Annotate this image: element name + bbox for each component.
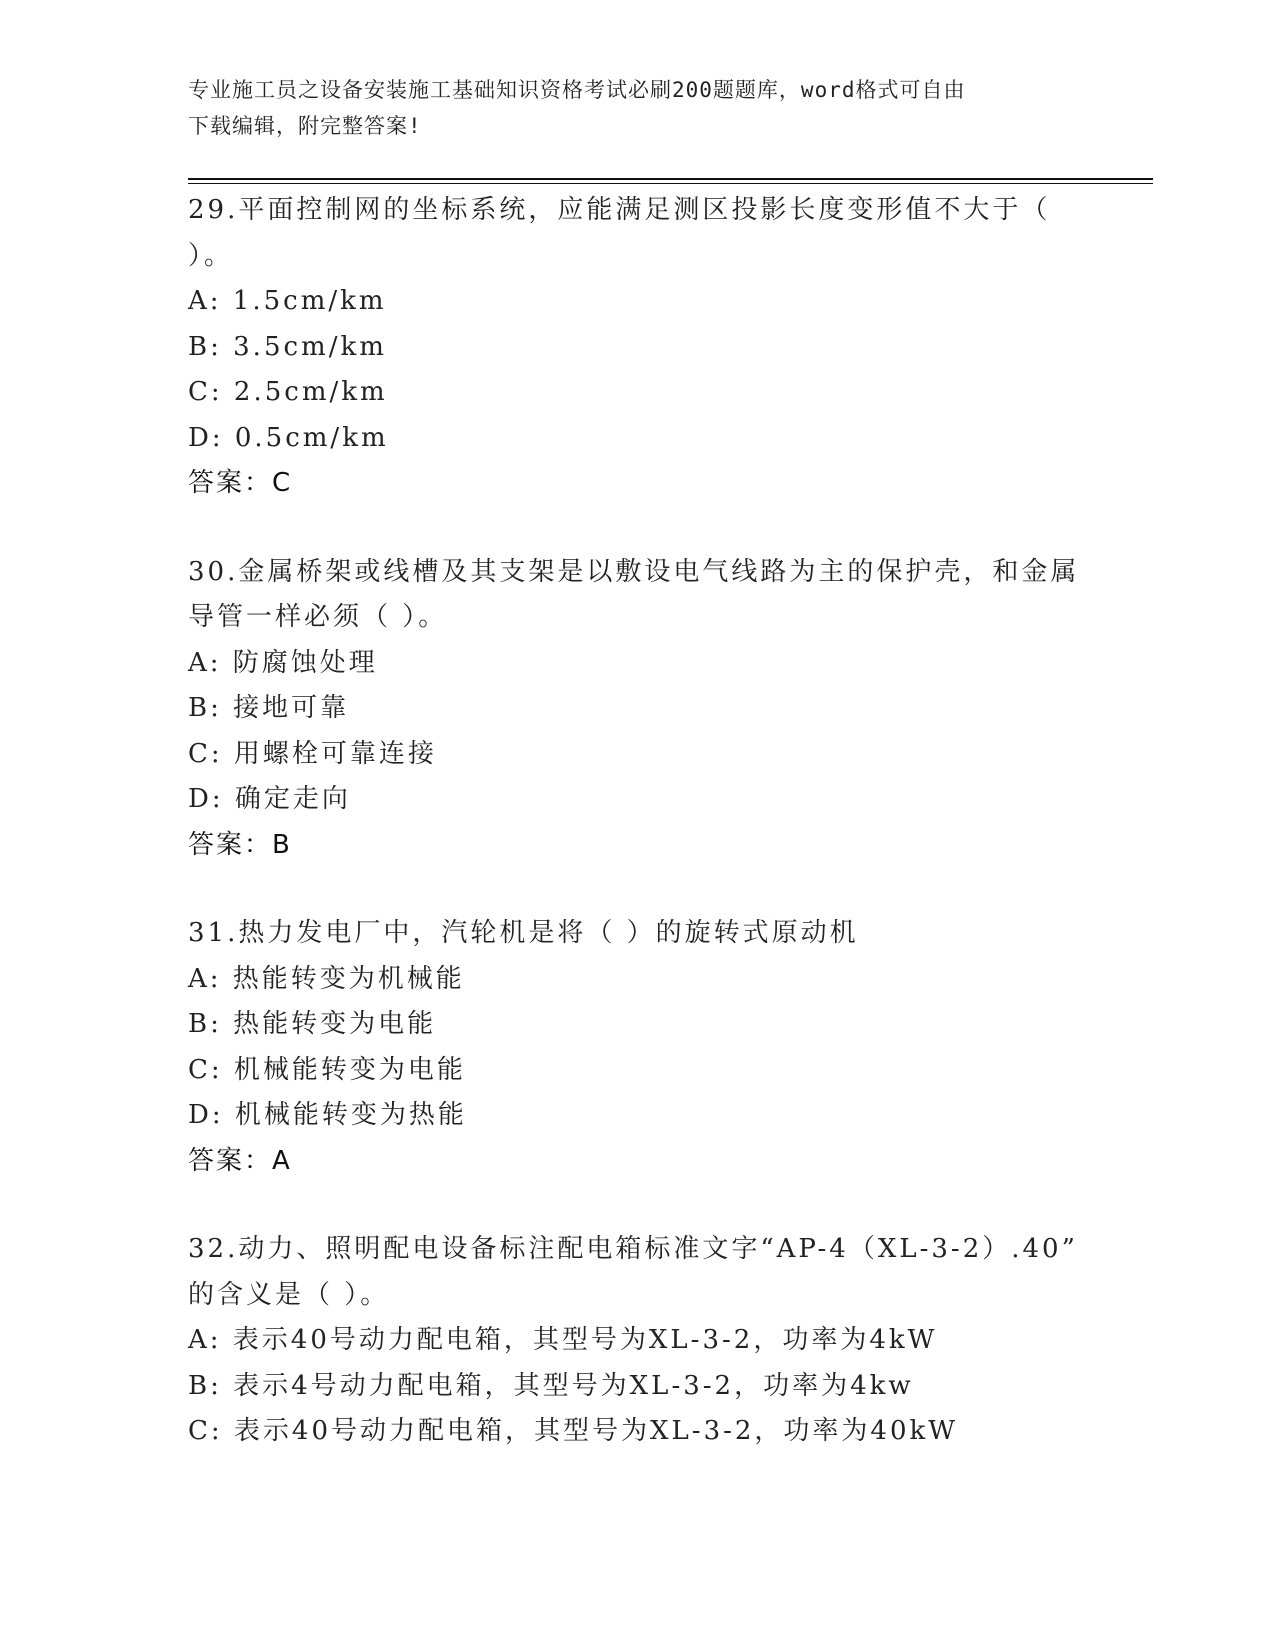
- question-stem-line: 29.平面控制网的坐标系统，应能满足测区投影长度变形值不大于（: [188, 195, 1051, 225]
- question-30: [188, 550, 1088, 869]
- option-a: A: 热能转变为机械能: [188, 963, 465, 994]
- question-stem-line: 32.动力、照明配电设备标注配电箱标准文字“AP-4（XL-3-2）.40”: [188, 1234, 1078, 1264]
- option-c: C: 用螺栓可靠连接: [188, 738, 437, 769]
- question-stem-line: 30.金属桥架或线槽及其支架是以敷设电气线路为主的保护壳，和金属: [188, 556, 1080, 587]
- answer-label: 答案：A: [188, 1145, 292, 1176]
- option-a: A: 表示40号动力配电箱，其型号为XL-3-2，功率为4kW: [188, 1325, 938, 1355]
- header-line-1: 专业施工员之设备安装施工基础知识资格考试必刷200题题库，word格式可自由: [188, 78, 966, 102]
- option-c: C: 2.5cm/km: [188, 377, 388, 407]
- question-31: [188, 911, 1088, 1184]
- option-b: B: 接地可靠: [188, 693, 350, 723]
- header-divider-thin: [188, 183, 1153, 184]
- question-list: [188, 188, 1088, 1498]
- option-d: D: 0.5cm/km: [188, 422, 389, 453]
- answer-label: 答案：C: [188, 468, 293, 498]
- question-29: [188, 188, 1088, 507]
- option-d: D: 机械能转变为热能: [188, 1100, 467, 1130]
- question-32: [188, 1227, 1088, 1455]
- question-stem-line: ）。: [188, 240, 234, 271]
- question-stem-line: 的含义是（ ）。: [188, 1279, 390, 1310]
- option-b: B: 表示4号动力配电箱，其型号为XL-3-2，功率为4kw: [188, 1370, 914, 1401]
- question-stem-line: 31.热力发电厂中，汽轮机是将（ ）的旋转式原动机: [188, 918, 859, 948]
- option-d: D: 确定走向: [188, 784, 351, 814]
- option-b: B: 3.5cm/km: [188, 331, 387, 362]
- header-line-2: 下载编辑，附完整答案!: [188, 114, 422, 138]
- document-header: [188, 72, 1088, 144]
- option-c: C: 表示40号动力配电箱，其型号为XL-3-2，功率为40kW: [188, 1416, 958, 1446]
- option-a: A: 防腐蚀处理: [188, 647, 378, 678]
- question-stem-line: 导管一样必须（ ）。: [188, 602, 448, 632]
- option-c: C: 机械能转变为电能: [188, 1054, 466, 1085]
- header-divider-thick: [188, 178, 1153, 180]
- option-b: B: 热能转变为电能: [188, 1009, 437, 1039]
- answer-label: 答案：B: [188, 829, 292, 860]
- option-a: A: 1.5cm/km: [188, 286, 387, 316]
